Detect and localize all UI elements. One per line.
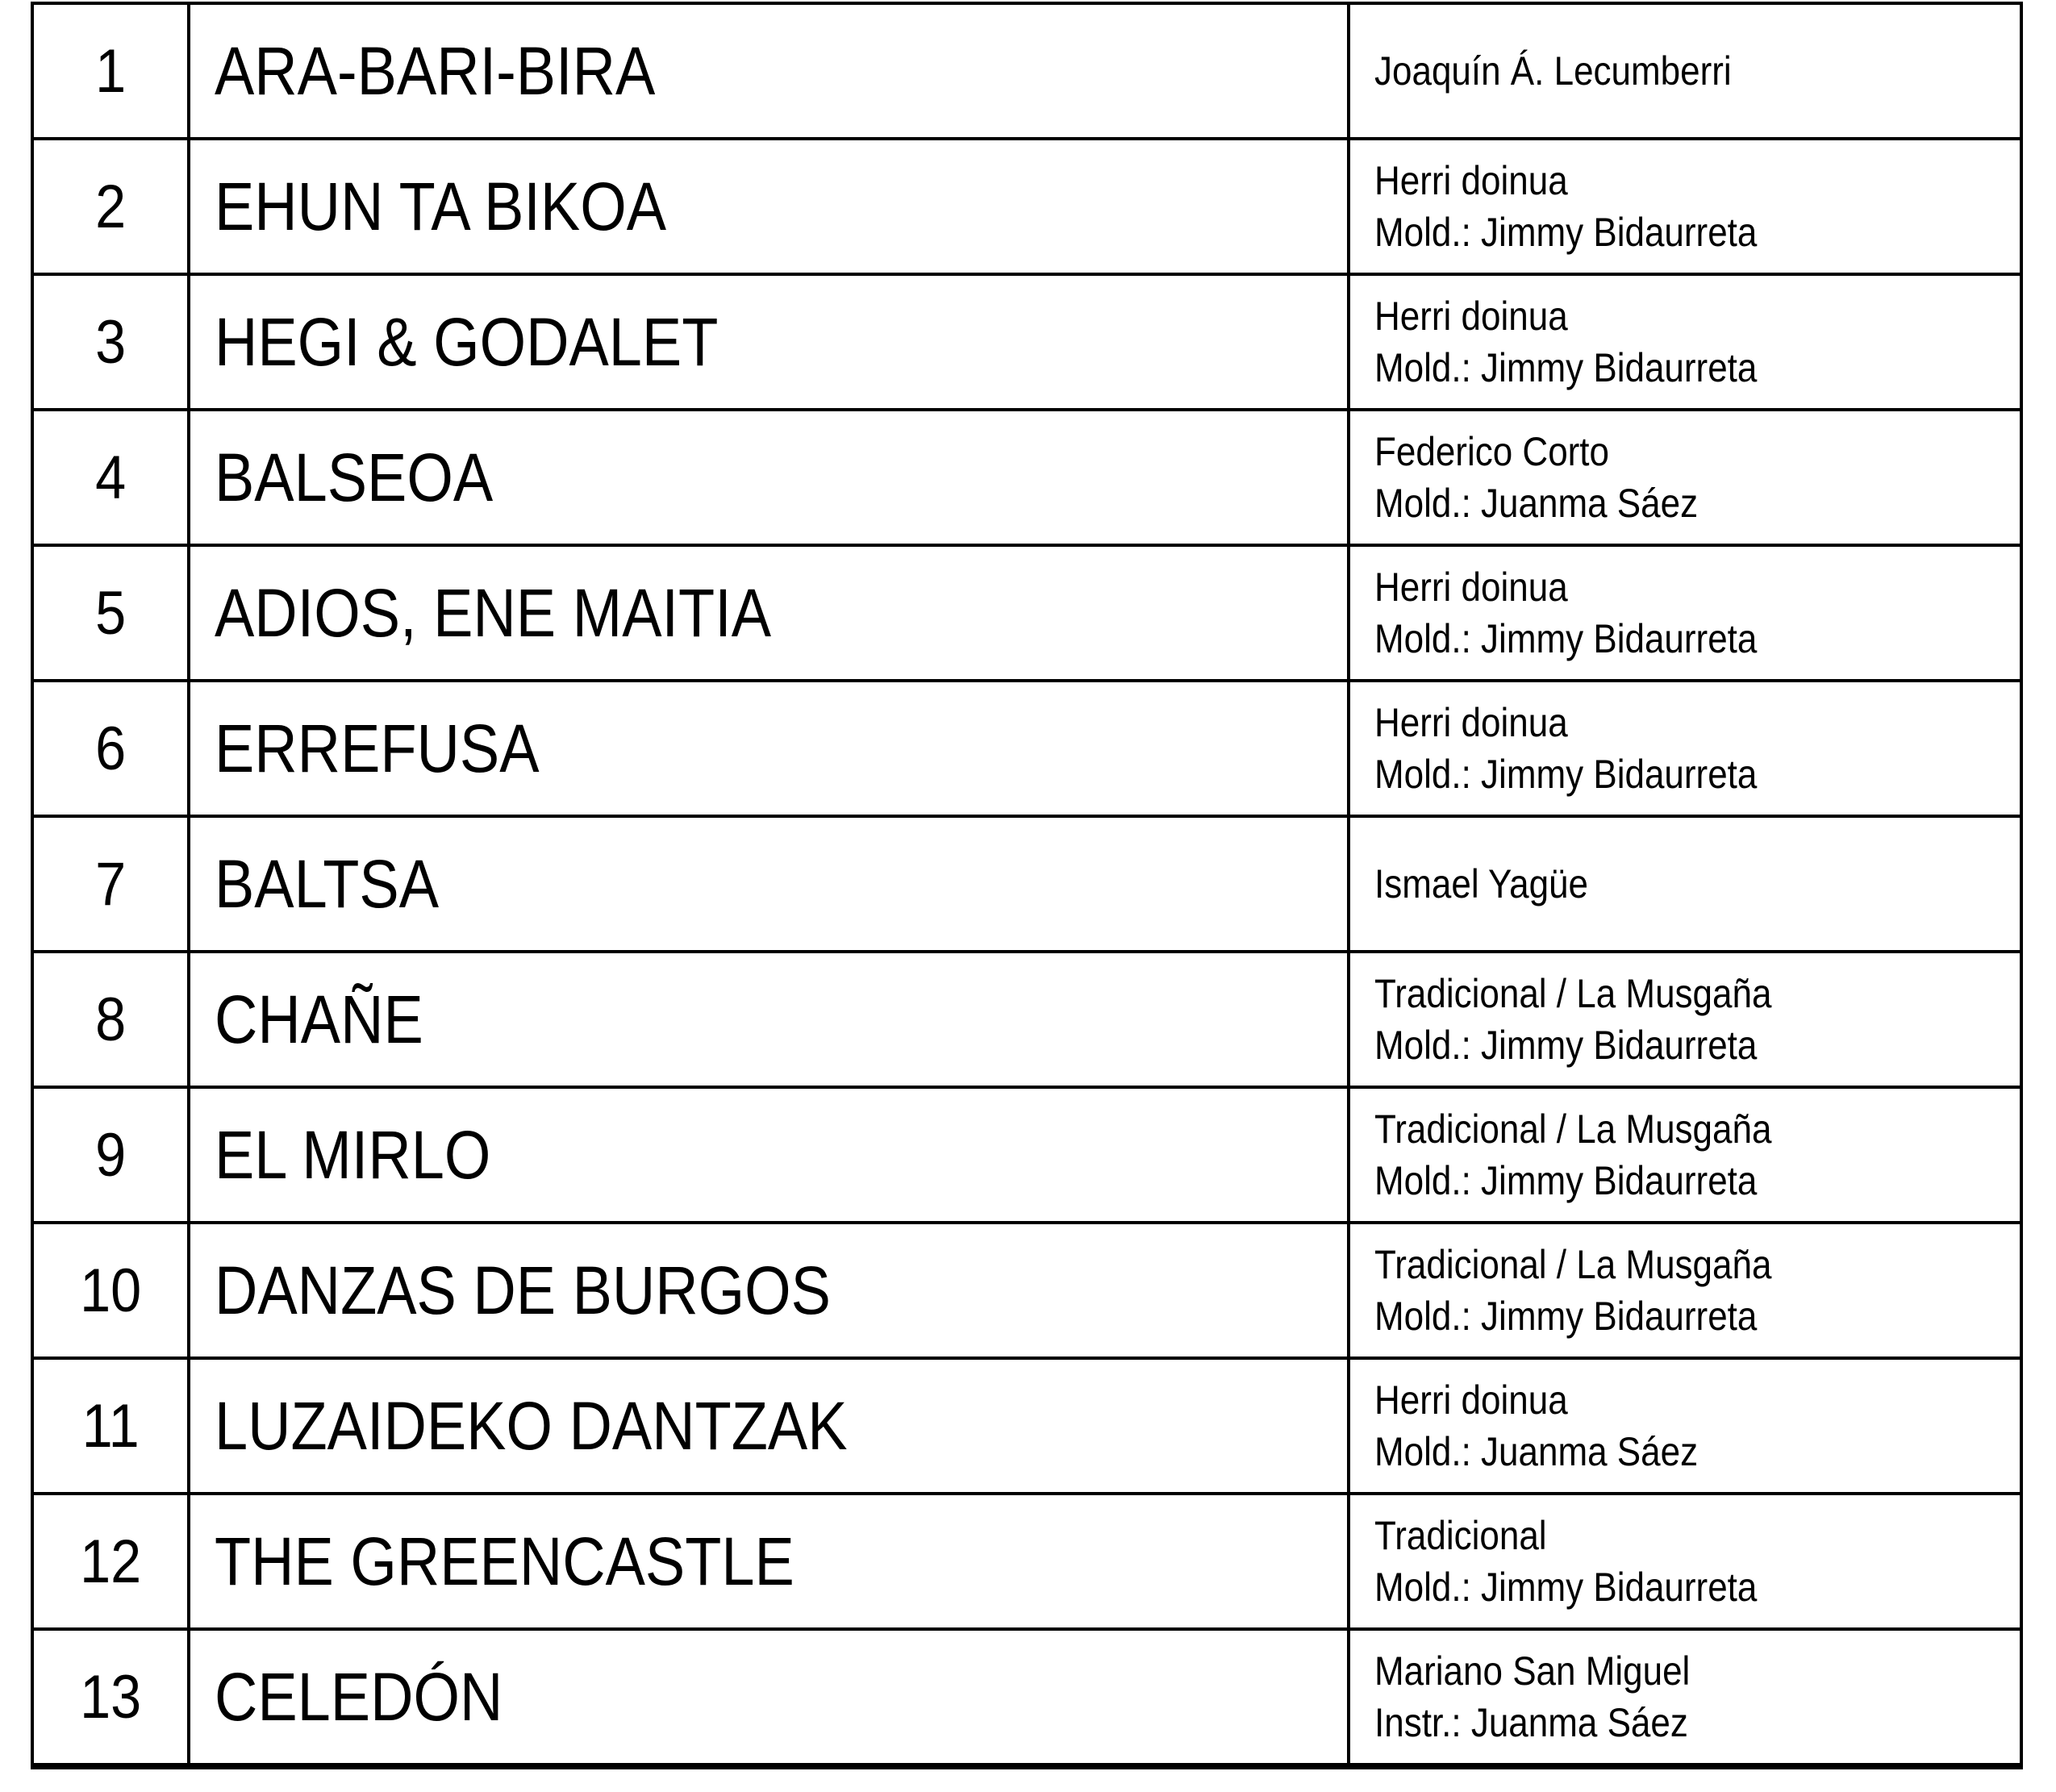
track-title: BALSEOA [215,439,494,515]
credit-composer: Mariano San Miguel [1374,1648,1690,1694]
track-number: 8 [40,952,181,1087]
track-title-cell [189,816,1348,952]
table-row [32,681,2021,816]
track-credit-cell [1349,816,2021,952]
track-title: THE GREENCASTLE [215,1523,795,1599]
track-credit-cell [1349,545,2021,681]
credit-composer: Tradicional / La Musgaña [1374,1106,1772,1152]
track-title: HEGI & GODALET [215,303,719,380]
track-title-cell [189,139,1348,274]
track-number: 13 [40,1629,181,1766]
track-title: ERREFUSA [215,710,540,786]
credit-composer: Tradicional [1374,1513,1547,1558]
table-row [32,952,2021,1087]
table-row [32,1223,2021,1358]
table-row [32,1087,2021,1223]
track-number: 2 [40,139,181,274]
table-row [32,3,2021,139]
track-credit-cell [1349,952,2021,1087]
credit-arranger: Mold.: Jimmy Bidaurreta [1374,752,1758,797]
track-title: CELEDÓN [215,1658,503,1735]
track-credit-cell [1349,1494,2021,1629]
track-number: 7 [40,816,181,952]
table-row [32,1494,2021,1629]
track-number: 4 [40,410,181,545]
track-title-cell [189,545,1348,681]
track-list-table [31,2,2023,1769]
track-title: BALTSA [215,845,440,922]
track-title-cell [189,681,1348,816]
credit-arranger: Mold.: Juanma Sáez [1374,481,1698,526]
credit-arranger: Instr.: Juanma Sáez [1374,1700,1688,1745]
table-row [32,274,2021,410]
table-row [32,139,2021,274]
credit-arranger: Mold.: Juanma Sáez [1374,1429,1698,1474]
table-row [32,410,2021,545]
track-number: 3 [40,274,181,410]
track-number: 10 [40,1223,181,1358]
table-row [32,1358,2021,1494]
track-title-cell [189,1494,1348,1629]
track-number: 1 [40,3,181,139]
track-credit-cell [1349,139,2021,274]
track-title: EL MIRLO [215,1116,491,1193]
credit-arranger: Mold.: Jimmy Bidaurreta [1374,345,1758,390]
credit-arranger: Mold.: Jimmy Bidaurreta [1374,1023,1758,1068]
table-row [32,816,2021,952]
track-title-cell [189,410,1348,545]
track-number: 9 [40,1087,181,1223]
credit-arranger: Mold.: Jimmy Bidaurreta [1374,1158,1758,1203]
track-title: EHUN TA BIKOA [215,168,667,244]
track-title-cell [189,3,1348,139]
credit-composer: Herri doinua [1374,294,1568,339]
table-row [32,1629,2021,1766]
track-title: LUZAIDEKO DANTZAK [215,1387,848,1464]
credit-composer: Herri doinua [1374,700,1568,745]
track-title: ARA-BARI-BIRA [215,32,656,109]
track-title-cell [189,1223,1348,1358]
credit-composer: Joaquín Á. Lecumberri [1374,48,1732,94]
track-number: 5 [40,545,181,681]
track-title-cell [189,1629,1348,1766]
track-number: 12 [40,1494,181,1629]
credit-composer: Ismael Yagüe [1374,861,1588,906]
track-title-cell [189,274,1348,410]
credit-arranger: Mold.: Jimmy Bidaurreta [1374,1294,1758,1339]
credit-composer: Herri doinua [1374,565,1568,610]
track-title: CHAÑE [215,981,424,1057]
track-credit-cell [1349,1629,2021,1766]
credit-composer: Tradicional / La Musgaña [1374,971,1772,1016]
credit-arranger: Mold.: Jimmy Bidaurreta [1374,1565,1758,1610]
track-credit-cell [1349,1223,2021,1358]
track-credit-cell [1349,274,2021,410]
track-title-cell [189,1087,1348,1223]
track-credit-cell [1349,410,2021,545]
track-credit-cell [1349,681,2021,816]
track-number: 11 [40,1358,181,1494]
track-title: ADIOS, ENE MAITIA [215,574,772,651]
track-credit-cell [1349,3,2021,139]
track-number: 6 [40,681,181,816]
track-title-cell [189,952,1348,1087]
track-title-cell [189,1358,1348,1494]
track-title: DANZAS DE BURGOS [215,1252,832,1328]
credit-arranger: Mold.: Jimmy Bidaurreta [1374,210,1758,255]
credit-arranger: Mold.: Jimmy Bidaurreta [1374,616,1758,661]
track-list-body [32,3,2021,1766]
track-credit-cell [1349,1087,2021,1223]
credit-composer: Herri doinua [1374,158,1568,203]
credit-composer: Herri doinua [1374,1377,1568,1423]
credit-composer: Tradicional / La Musgaña [1374,1242,1772,1287]
track-credit-cell [1349,1358,2021,1494]
credit-composer: Federico Corto [1374,429,1609,474]
table-row [32,545,2021,681]
